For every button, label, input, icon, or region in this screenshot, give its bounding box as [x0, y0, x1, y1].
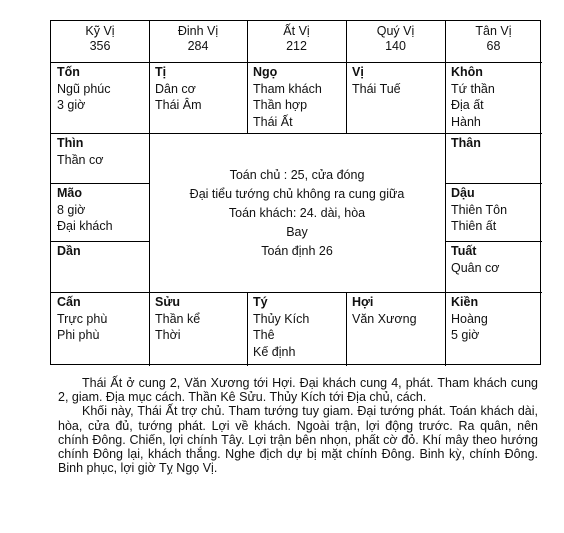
cell-line: Tham khách	[253, 81, 322, 96]
cell-line: Hành	[451, 114, 481, 129]
cell-name: Dậu	[451, 186, 475, 200]
cell-ty	[247, 293, 346, 361]
cell-line: 5 giờ	[451, 328, 480, 342]
cell-line: Thái Tuế	[352, 81, 401, 96]
cell-name: Thân	[451, 136, 481, 150]
header-value: 356	[89, 39, 111, 53]
cell-name: Thìn	[57, 136, 84, 150]
cell-ti	[149, 63, 247, 115]
header-ky-vi	[51, 24, 149, 54]
center-line: Toán định 26	[261, 244, 333, 258]
header-value: 212	[286, 39, 307, 53]
cell-line: Thái Ất	[253, 114, 293, 129]
cell-line: Trực phù	[57, 311, 108, 326]
header-tan-vi	[445, 24, 542, 54]
cell-khon	[445, 63, 542, 131]
cell-tuat	[445, 242, 542, 277]
cell-name: Vị	[352, 65, 364, 79]
center-line: Toán khách: 24. dài, hòa	[228, 206, 366, 220]
header-at-vi	[247, 24, 346, 54]
cell-than	[445, 134, 542, 153]
cell-line: Dân cơ	[155, 81, 196, 96]
paragraph: Khối này, Thái Ất trợ chủ. Tham tướng tuy giam. Đại tướng phát. Toán khách dài, hòa, cửa đủ, tướng phát. Lợi về khách. Ngoài trận, lợi động trước. Ra quân, nên chính Đông. Chiến, lợi chính Tây. Lợi trận bên nhọn, phất cờ đỏ. Khí mây theo hướng chính Đông lại, khách thắng. Nghe địch dự bị mặt chính Đông. Binh kỳ, chính Đông. Binh phục, lợi giờ Tỵ Ngọ Vị.	[58, 404, 538, 476]
cell-line: Thần cơ	[57, 152, 104, 167]
cell-line: Địa ất	[451, 98, 484, 112]
center-line: Đại tiểu tướng chủ không ra cung giữa	[189, 187, 405, 201]
cell-line: Thần kể	[155, 311, 201, 326]
cell-line: Thái Âm	[155, 98, 202, 112]
cell-line: 3 giờ	[57, 98, 86, 112]
header-name: Kỹ Vị	[85, 24, 115, 38]
thai-at-chart	[50, 20, 541, 365]
cell-ngo	[247, 63, 346, 131]
center-line: Bay	[286, 225, 308, 239]
cell-vi	[346, 63, 445, 98]
cell-line: Phi phù	[57, 328, 100, 342]
cell-line: Hoàng	[451, 311, 488, 326]
cell-hoi	[346, 293, 445, 328]
header-name: Đinh Vị	[177, 24, 219, 38]
cell-suu	[149, 293, 247, 345]
cell-name: Tốn	[57, 65, 80, 79]
center-summary	[149, 134, 445, 292]
cell-line: Thiên Tôn	[451, 202, 508, 217]
cell-name: Dần	[57, 244, 81, 258]
cell-name: Khôn	[451, 65, 483, 79]
cell-line: Kế định	[253, 344, 296, 359]
cell-name: Ngọ	[253, 65, 278, 79]
header-value: 140	[385, 39, 406, 53]
cell-name: Tý	[253, 295, 268, 309]
cell-line: Văn Xương	[352, 311, 417, 326]
header-dinh-vi	[149, 24, 247, 54]
cell-name: Tị	[155, 65, 167, 79]
cell-name: Kiền	[451, 295, 479, 309]
cell-line: Thủy Kích	[253, 311, 310, 326]
cell-can	[51, 293, 149, 345]
cell-name: Mão	[57, 186, 82, 200]
header-name: Quý Vị	[376, 24, 415, 38]
cell-line: Thê	[253, 328, 275, 342]
cell-ton	[51, 63, 149, 115]
center-line: Toán chủ : 25, cửa đóng	[229, 168, 365, 182]
cell-name: Sửu	[155, 295, 181, 309]
cell-line: Tứ thần	[451, 81, 495, 96]
cell-name: Tuất	[451, 244, 477, 258]
header-quy-vi	[346, 24, 445, 54]
cell-line: Quân cơ	[451, 260, 500, 275]
cell-line: Thần hợp	[253, 98, 308, 112]
cell-line: Ngũ phúc	[57, 81, 111, 96]
header-name: Tân Vị	[475, 24, 512, 38]
cell-mao	[51, 184, 149, 236]
cell-name: Hợi	[352, 295, 374, 309]
commentary	[58, 376, 538, 475]
cell-line: Thiên ất	[451, 219, 497, 233]
paragraph: Thái Ất ở cung 2, Văn Xương tới Hợi. Đại khách cung 4, phát. Tham khách cung 2, giam. Địa mục cách. Thần Kê Sửu. Thủy Kích tới Địa chủ, cách.	[58, 376, 538, 405]
cell-line: Thời	[155, 328, 181, 342]
cell-kien	[445, 293, 542, 345]
header-value: 284	[187, 39, 209, 53]
cell-name: Cấn	[57, 295, 81, 309]
header-value: 68	[486, 39, 501, 53]
cell-line: 8 giờ	[57, 202, 86, 217]
cell-thin	[51, 134, 149, 169]
cell-line: Đại khách	[57, 219, 113, 233]
cell-dau	[445, 184, 542, 236]
cell-dan	[51, 242, 149, 261]
header-name: Ất Vị	[283, 24, 310, 38]
